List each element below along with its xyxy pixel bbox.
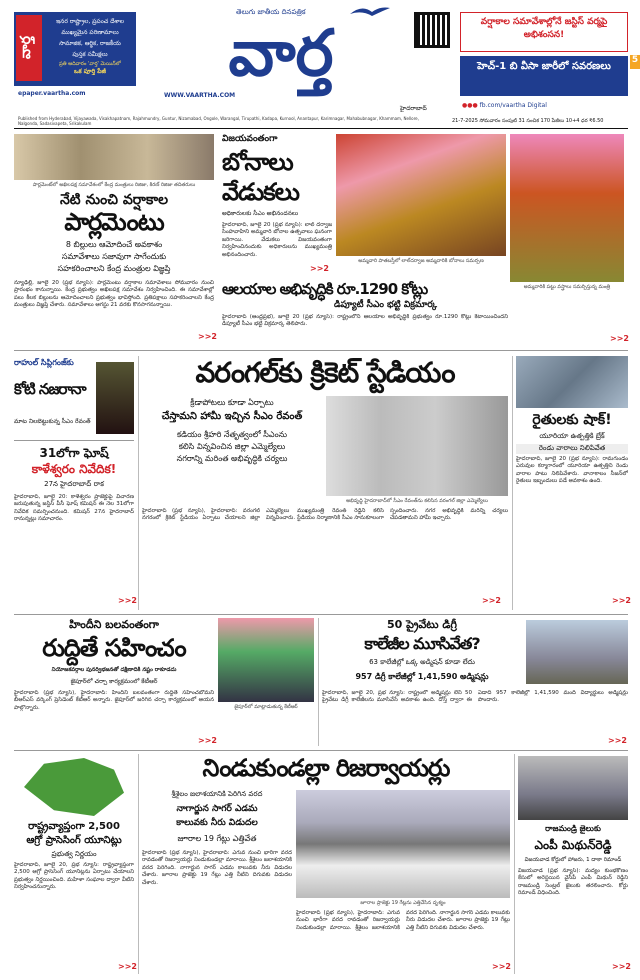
photo-caption: అమ్మవారి పాతబస్తీలో లాల్‌దర్వాజ అమ్మవారికి బోనాలు సమర్పణ [358,258,484,264]
right-headline-1: వర్షాకాల సమావేశాల్లోనే జస్టిస్ వర్మపై అభిశంసన! [480,17,608,40]
headline: ఎంపీ మిథున్‌రెడ్డి [534,838,612,852]
subhead: కాలువకు నీరు విడుదల [176,818,258,828]
rahul-photo [96,362,134,434]
subhead: 957 డిగ్రీ కాలేజీల్లో 1,41,590 అడ్మిషన్లు [355,672,489,681]
left-promo-box[interactable] [14,12,136,86]
promo-line: ఇనర రాష్ట్రాల, ప్రపంచ దేశాల [56,18,124,25]
promo-sub: ప్రతి ఆదివారం 'వార్త' మెయిన్‌లో [59,61,121,67]
story-agro [14,754,137,974]
publish-line: Published from Hyderabad, Vijayawada, Visakhapatnam, Rajahmundry, Guntur, Nizamabad, Ongole, Warangal, Tirupathi, Kadapa, Kurnool, Anantapur, Karimnagar, Mahabubnagar, Khammam, Nellore, Nalgonda, Sadasivapeta, Srikakulam [18,116,419,126]
story-mithun [518,754,631,974]
tagline: తెలుగు జాతీయ దినపత్రిక [236,8,306,16]
body-text: హైదరాబాద్ (ఆంధ్రప్రభ), జూలై 20 (ప్రభ న్యూస్): రాష్ట్రంలోని ఆలయాల అభివృద్ధికి ప్రభుత్వం రూ.1290 కోట్లు కేటాయించిందని డిప్యూటీ సీఎం భట్టి విక్రమార్క తెలిపారు. [222,314,508,328]
body-text: హైదరాబాద్ (ప్రభ న్యూస్), హైదరాబాద్: ఎగువ నుంచి భారీగా వరద రావడంతో రిజర్వాయర్లు నిండుకుండల్లా మారాయి. శ్రీశైలం జలాశయానికి వరద పెరిగింది. నాగార్జున సాగర్ ఎడమ కాలువకు నీరు విడుదల చేశారు. జూరాల ప్రాజెక్టు 19 గేట్లు ఎత్తి నీటిని దిగువకు విడుదల చేశారు. [142,850,292,886]
masthead [0,0,640,130]
subhead: జైపూర్‌లో చర్చా కార్యక్రమంలో కేటీఆర్ [70,678,158,685]
headline: కాలేజీల మూసివేత? [364,634,480,653]
body-text: హైదరాబాద్, జూలై 20 (ప్రభ న్యూస్): లాల్ దర్వాజ సింహవాహిని అమ్మవారి బోనాల ఉత్సవాలు ఘనంగా జరిగాయి. వేడుకలు విజయవంతంగా నిర్వహించినందుకు అధికారులను ముఖ్యమంత్రి అభినందించారు. [222,222,332,258]
story-parliament [14,134,217,344]
side-subhead: మాట నిలబెట్టుకున్న సీఎం రేవంత్ [14,418,91,425]
headline: వేడుకలు [222,178,299,206]
temple-headline: ఆలయాల అభివృద్ధికి రూ.1290 కోట్లు [222,280,428,298]
ghosh-headline: కాళేశ్వరం నివేదిక! [31,462,117,476]
side-name: రాహుల్ సిప్లిగంజ్‌కు [14,358,74,367]
ktr-photo [218,618,314,702]
headline: వరంగల్‌కు క్రికెట్ స్టేడియం [195,356,455,389]
headline: బోనాలు [222,148,293,176]
subhead: శ్రీశైలం జలాశయానికి పెరిగిన వరద [171,790,263,798]
body-text: హైదరాబాద్, జూలై 20 (ప్రభ న్యూస్): రామగుండం ఎరువుల కర్మాగారంలో యూరియా ఉత్పత్తిని రెండు వారాల పాటు నిలిపివేశారు. వానాకాలం సీజన్‌లో రైతులు ఇబ్బందులు పడే అవకాశం ఉంది. [516,456,628,485]
subhead: అధికారులకు సీఎం అభినందనలు [222,210,299,217]
kicker: 50 ప్రైవేటు డిగ్రీ [387,618,457,631]
continue-marker[interactable]: >>2 [198,736,217,745]
subhead: నియోజకవర్గాల పునర్విభజనతో దక్షిణాదికి నష్టం రాకూడదు [51,667,177,673]
headline: పార్లమెంటు [64,208,164,236]
continue-marker[interactable]: >>2 [198,332,217,341]
photo-caption: జైపూర్‌లో మాట్లాడుతున్న కేటీఆర్ [234,704,298,710]
right-headline-2: హెచ్‌-1 బి వీసా జారీలో సవరణలు [477,61,611,72]
side-column [14,356,137,610]
cm-meeting-photo [326,396,508,496]
headline: రుద్దితే సహించం [42,634,186,662]
headline: నిండుకుండల్లా రిజర్వాయర్లు [202,754,450,782]
photo-caption: జూరాల ప్రాజెక్టు 19 గేట్లను ఎత్తివేసిన దృశ్యం [360,900,446,906]
subhead: 8 బిల్లులు ఆమోదించే అవకాశం [65,240,163,249]
continue-marker[interactable]: >>2 [118,962,137,971]
photo-caption: అభివృద్ధి హైదరాబాద్‌లో సీఎం రేవంత్‌ను కలిసిన వరంగల్ జిల్లా ఎమ్మెల్యేలు [346,498,488,504]
body-text: హైదరాబాద్, జూలై 20: కాళేశ్వరం ప్రాజెక్టుపై విచారణ జరుపుతున్న జస్టిస్ పీసీ ఘోష్ కమిషన్ ఈ నెల 31లోగా నివేదిక సమర్పించనుంది. కమిషన్ 27న హైదరాబాద్ రానున్నట్లు సమాచారం. [14,494,134,523]
city-label: హైదరాబాద్ [400,105,427,112]
kicker: విజయవంతంగా [222,134,278,144]
promo-line: పుస్తక సమీక్షలు [72,51,108,58]
ghosh-headline: 31లోగా ఘోష్ [39,446,109,460]
parliament-photo [14,134,214,180]
body-text: విజయవాడ (ప్రభ న్యూస్): మద్యం కుంభకోణం కేసులో అరెస్టయిన వైసీపీ ఎంపీ మిథున్ రెడ్డిని రాజమండ్రి సెంట్రల్ జైలుకు తరలించారు. కోర్టు రిమాండ్ విధించింది. [518,868,628,897]
farmers-box [516,356,631,610]
continue-marker[interactable]: >>2 [612,962,631,971]
farmers-headline: రైతులకు షాక్! [532,412,612,428]
kicker: రాష్ట్రవ్యాప్తంగా 2,500 [28,821,120,832]
subhead: నాగార్జున సాగర్ ఎడమ [176,804,258,814]
continue-marker[interactable]: >>2 [612,596,631,605]
subhead: కలిసి విన్నవించిన జిల్లా ఎమ్మెల్యేలు [178,442,286,451]
story-warangal [142,356,508,610]
continue-marker[interactable]: >>2 [482,596,501,605]
photo-caption: పార్లమెంట్‌లో అఖిలపక్ష సమావేశంలో కేంద్ర మంత్రులు రిజిజు, కిరణ్ రిజిజు తదితరులు [32,182,196,188]
promo-line: ముఖ్యమైన పరిణామాలు [61,29,119,36]
epaper-link[interactable]: epaper.vaartha.com [18,90,86,97]
continue-marker[interactable]: >>2 [118,596,137,605]
body-text: న్యూఢిల్లీ, జూలై 20 (ప్రభ న్యూస్): పార్లమెంటు వర్షాకాల సమావేశాలు సోమవారం నుంచి ప్రారంభం కానున్నాయి. కేంద్ర ప్రభుత్వం అఖిలపక్ష సమావేశం నిర్వహించింది. ఈ సమావేశాల్లో పలు కీలక బిల్లులను ఆమోదించాలని ప్రభుత్వం భావిస్తోంది. ప్రతిపక్షాలు సహకరించాలని కేంద్ర మంత్రులు విజ్ఞప్తి చేశారు. సమావేశాలు ఆగస్టు 21 వరకు కొనసాగనున్నాయి. [14,280,214,309]
headline: ఆగ్రో ప్రాసెసింగ్ యూనిట్లు [26,835,122,846]
subhead: సహకరించాలని కేంద్ర మంత్రుల విజ్ఞప్తి [57,264,171,273]
body-text: హైదరాబాద్ (ప్రభ న్యూస్), హైదరాబాద్: హిందీని బలవంతంగా రుద్దితే సహించబోమని బీఆర్ఎస్ వర్కింగ్ ప్రెసిడెంట్ కేటీఆర్ అన్నారు. జైపూర్‌లో జరిగిన చర్చా కార్యక్రమంలో ఆయన పాల్గొన్నారు. [14,690,214,711]
subhead: డిప్యూటీ సీఎం భట్టి విక్రమార్క [334,300,437,310]
date-line: 21-7-2025 సోమవారం సంపుటి 31 సంచిక 170 పేజీలు 10+4 ధర ₹6.50 [452,118,604,124]
body-text: హైదరాబాద్, జూలై 20, ప్రభ న్యూస్: రాష్ట్రవ్యాప్తంగా 2,500 ఆగ్రో ప్రాసెసింగ్ యూనిట్లను ఏర్పాటు చేయాలని ప్రభుత్వం నిర్ణయించింది. మహిళా సంఘాల ద్వారా వీటిని నిర్వహించనున్నారు. [14,862,134,891]
farmers-subhead: యూరియా ఉత్పత్తికి బ్రేక్ [539,432,605,440]
fb-link: fb.com/vaartha Digital [479,102,547,109]
website-link[interactable]: WWW.VAARTHA.COM [164,92,236,99]
continue-marker[interactable]: >>2 [608,736,627,745]
subhead: జూరాల 19 గేట్లు ఎత్తివేత [177,834,257,843]
kicker: హిందీని బలవంతంగా [69,618,159,631]
subhead: ప్రభుత్వ నిర్ణయం [51,850,97,858]
story-reservoirs [142,754,510,974]
subhead: కడియం శ్రీహరి నేతృత్వంలో సీఎంను [176,430,288,439]
body-text: హైదరాబాద్ (ప్రభ న్యూస్), హైదరాబాద్: వరంగల్ నగరంలో క్రికెట్ స్టేడియం ఏర్పాటు చేయాలని జిల్లా ఎమ్మెల్యేలు ముఖ్యమంత్రి రేవంత్ రెడ్డిని కలిసి విన్నవించారు. స్టేడియం నిర్మాణానికి సీఎం సానుకూలంగా స్పందించారు. నగర అభివృద్ధికి మరిన్ని చర్యలు చేపడతామని హామీ ఇచ్చారు. [142,508,508,522]
body-text: హైదరాబాద్, జూలై 20, ప్రభ న్యూస్: రాష్ట్రంలో అడ్మిషన్లు లేని 50 ప్రైవేటు డిగ్రీ కాలేజీలను మూసివేసే అవకాశం ఉంది. దోస్త్ ద్వారా ఈ ఏడాది 957 కాలేజీల్లో 1,41,590 మంది విద్యార్థులు అడ్మిషన్లు పొందారు. [322,690,628,704]
continue-marker[interactable]: >>2 [610,334,629,343]
jurala-dam-photo [296,790,510,898]
promo-sub2: ఒక పూర్తి పేజీ [74,68,106,75]
story-colleges [322,618,628,746]
farmers-subhead: రెండు వారాలు నిలిపివేత [516,444,628,454]
continue-marker[interactable]: >>2 [492,962,511,971]
subhead: క్రీడాపోటలు కూడా ఏర్పాటు [190,398,274,407]
urea-photo [516,356,628,408]
bonalu-photo [336,134,506,256]
telangana-map-icon [24,758,124,816]
photo-caption: అమ్మవారికి పట్టు వస్త్రాలు సమర్పిస్తున్న మంత్రి [523,284,611,290]
right-headline-box-1[interactable] [460,12,628,52]
logo: వార్త [228,17,334,91]
page-badge: 5 [630,55,640,69]
social-icons: ●●● [462,102,478,109]
right-headline-box-2[interactable] [460,56,628,96]
qr-code-icon[interactable] [414,12,450,48]
subhead: నగరాన్ని మరింత అభివృద్ధికి చర్యలు [176,454,288,463]
subhead: సమావేశాలు సజావుగా సాగేందుకు [61,252,167,261]
story-bonalu [218,134,628,344]
subhead: 63 కాలేజీల్లో ఒక్క అడ్మిషన్ కూడా లేదు [369,658,475,666]
ghosh-subhead: 27న హైదరాబాద్ రాక [44,480,104,488]
story-hindi [14,618,314,746]
college-photo [526,620,628,684]
body-text-cont: హైదరాబాద్ (ప్రభ న్యూస్), హైదరాబాద్: ఎగువ నుంచి భారీగా వరద రావడంతో రిజర్వాయర్లు నిండుకుండల్లా మారాయి. శ్రీశైలం జలాశయానికి వరద పెరిగింది. నాగార్జున సాగర్ ఎడమ కాలువకు నీరు విడుదల చేశారు. జూరాల ప్రాజెక్టు 19 గేట్లు ఎత్తి నీటిని దిగువకు విడుదల చేశారు. [296,910,510,931]
promo-line: సామాజిక, ఆర్థిక, రాజకీయ [59,40,121,47]
side-headline: కోటి నజరానా [14,380,86,398]
minister-photo [510,134,624,282]
kicker: రాజమండ్రి జైలుకు [545,824,601,833]
continue-marker[interactable]: >>2 [310,264,329,273]
mithun-photo [518,756,628,820]
subhead: చేస్తామని హామీ ఇచ్చిన సీఎం రేవంత్ [161,411,303,422]
promo-logo: వార్త [16,15,42,81]
social-links[interactable] [462,102,547,109]
subhead: విజయవాడ కోర్టులో హాజరు, 1 దాకా రిమాండ్ [524,857,622,863]
kicker: నేటి నుంచి వర్షాకాల [59,192,169,208]
